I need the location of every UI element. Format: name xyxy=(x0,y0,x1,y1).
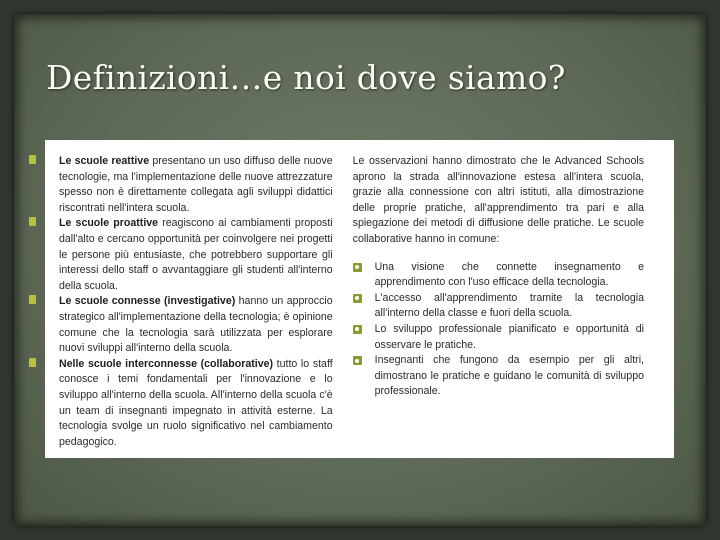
list-item xyxy=(353,322,644,353)
list-item-text: Insegnanti che fungono da esempio per gli altri, dimostrano le pratiche e guidano le comunità di sviluppo professionale. xyxy=(374,354,644,398)
slide-bullets xyxy=(29,150,43,370)
school-type-term: Le scuole proattive xyxy=(59,217,159,230)
list-item xyxy=(353,260,644,291)
school-type-paragraph xyxy=(59,154,333,216)
slide-title: Definizioni…e noi dove siamo? xyxy=(46,58,566,97)
school-type-paragraph xyxy=(59,216,333,294)
school-type-paragraph xyxy=(59,357,333,451)
school-type-term: Le scuole reattive xyxy=(59,155,150,167)
advanced-schools-intro: Le osservazioni hanno dimostrato che le Advanced Schools aprono la strada all'innovazione estesa all'intera scuola, grazie alla connessione con altri istituti, alla dimostrazione delle proprie pratiche, all'apprendimento tra pari e alla spiegazione dei metodi di diffusione delle pratiche. Le scuole collaborative hanno in comune: xyxy=(352,155,644,245)
school-type-paragraph xyxy=(59,294,333,356)
school-type-description: reagiscono ai cambiamenti proposti dall'alto e cercano opportunità per coinvolgere nei progetti le persone più entusiaste, che potrebbero supportare gli interessi dello staff o avvantaggiare gli studenti all'interno della scuola. xyxy=(59,217,333,292)
list-item xyxy=(353,353,644,400)
scanned-text-image xyxy=(45,140,674,458)
list-item-text: L'accesso all'apprendimento tramite la tecnologia all'interno della classe e fuori della scuola. xyxy=(374,291,644,320)
list-item-text: Una visione che connette insegnamento e apprendimento con l'uso efficace della tecnologia. xyxy=(374,260,644,289)
bullet-icon xyxy=(353,294,362,303)
common-traits-list xyxy=(353,260,644,400)
school-type-description: presentano un uso diffuso delle nuove tecnologie, ma l'implementazione delle nuove attrezzature spesso non è direttamente collegata agli sviluppi didattici riscontrati nell'intera scuola. xyxy=(59,155,333,214)
school-type-term: Nelle scuole interconnesse (collaborative) xyxy=(59,357,274,370)
school-types-column xyxy=(59,154,333,458)
bullet-icon xyxy=(29,217,36,226)
bullet-icon xyxy=(353,356,362,365)
list-item xyxy=(353,291,644,322)
school-type-term: Le scuole connesse (investigative) xyxy=(59,295,236,308)
bullet-icon xyxy=(29,295,36,304)
school-type-description: tutto lo staff conosce i temi fondamentali per l'innovazione e lo sviluppo all'interno della scuola. All'interno della scuola c'è un team di insegnanti impegnato in attività esterne. La tecnologia svolge un ruolo significativo nel cambiamento pedagogico. xyxy=(59,357,333,448)
bullet-icon xyxy=(29,155,36,164)
bullet-icon xyxy=(353,325,362,334)
list-item-text: Lo sviluppo professionale pianificato e opportunità di osservare le pratiche. xyxy=(374,322,644,351)
school-type-description: hanno un approccio strategico all'implementazione della tecnologia; è opinione comune che la tecnologia sarà utilizzata per esplorare nuovi sviluppi all'interno della scuola. xyxy=(59,295,333,355)
bullet-icon xyxy=(353,263,362,272)
bullet-icon xyxy=(29,358,36,367)
advanced-schools-column xyxy=(353,154,644,458)
